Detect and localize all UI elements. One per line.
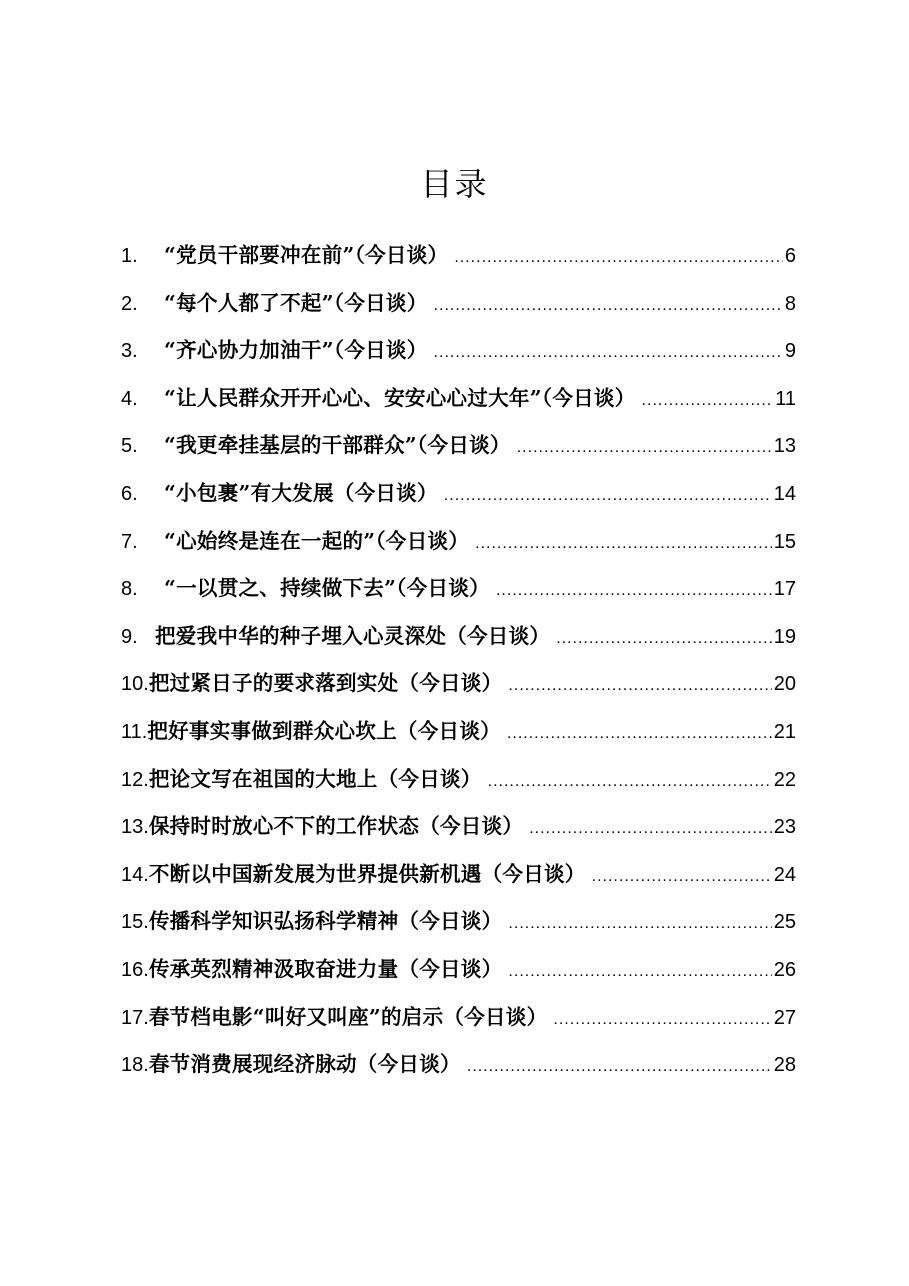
- toc-entry-number: 14.: [121, 863, 149, 886]
- toc-entry[interactable]: [121, 1041, 796, 1089]
- toc-entry[interactable]: [121, 756, 796, 804]
- toc-entry-page: 19: [773, 625, 796, 648]
- toc-entry[interactable]: [121, 613, 796, 661]
- page-title: 目录: [420, 165, 489, 203]
- toc-entry-title: “每个人都了不起”（今日谈）: [164, 290, 428, 315]
- toc-entry-page: 8: [784, 292, 796, 315]
- toc-entry-page: 27: [773, 1006, 796, 1029]
- toc-dot-leader: [517, 424, 772, 472]
- toc-dot-leader: [556, 615, 772, 663]
- toc-dot-leader: [496, 567, 772, 615]
- toc-entry[interactable]: [121, 518, 796, 566]
- toc-dot-leader: [553, 996, 771, 1044]
- toc-entry-title: 传承英烈精神汲取奋进力量（今日谈）: [148, 956, 503, 981]
- toc-entry-title: “我更牵挂基层的干部群众”（今日谈）: [164, 433, 511, 458]
- toc-entry-title: 把过紧日子的要求落到实处（今日谈）: [148, 671, 503, 696]
- toc-dot-leader: [454, 234, 783, 282]
- toc-entry-number: 4.: [121, 387, 138, 410]
- toc-dot-leader: [488, 758, 772, 806]
- toc-entry[interactable]: [121, 327, 796, 375]
- toc-entry-number: 2.: [121, 292, 138, 315]
- toc-entry-number: 3.: [121, 340, 138, 363]
- toc-entry-number: 13.: [121, 816, 149, 839]
- toc-entry[interactable]: [121, 232, 796, 280]
- toc-entry-title: 把好事实事做到群众心坎上（今日谈）: [147, 718, 501, 743]
- toc-entry-title: “小包裹”有大发展（今日谈）: [164, 480, 438, 505]
- toc-entry-title: 不断以中国新发展为世界提供新机遇（今日谈）: [148, 861, 586, 886]
- toc-dot-leader: [434, 329, 783, 377]
- toc-entry[interactable]: [121, 946, 796, 994]
- toc-entry-number: 10.: [121, 673, 149, 696]
- toc-entry[interactable]: [121, 803, 796, 851]
- toc-entry-page: 26: [773, 958, 796, 981]
- toc-entry-page: 11: [775, 387, 796, 410]
- toc-entry-title: “党员干部要冲在前”（今日谈）: [164, 243, 449, 267]
- toc-entry-number: 11.: [121, 720, 148, 743]
- toc-entry-number: 1.: [121, 245, 138, 267]
- toc-dot-leader: [508, 900, 771, 948]
- toc-entry-page: 21: [773, 720, 796, 743]
- toc-entry[interactable]: [121, 898, 796, 946]
- toc-entry-page: 14: [773, 482, 796, 505]
- toc-entry[interactable]: [121, 565, 796, 613]
- toc-entry-page: 28: [773, 1054, 796, 1077]
- toc-dot-leader: [507, 710, 772, 758]
- toc-entry-page: 13: [773, 435, 796, 458]
- toc-entry-title: 把论文写在祖国的大地上（今日谈）: [148, 766, 482, 791]
- toc-entry-number: 6.: [121, 482, 138, 505]
- toc-entry[interactable]: [121, 708, 796, 756]
- toc-dot-leader: [529, 805, 772, 853]
- toc-entry-number: 12.: [121, 768, 149, 791]
- toc-entry-number: 17.: [121, 1006, 149, 1029]
- toc-entry-title: “齐心协力加油干”（今日谈）: [164, 338, 428, 363]
- toc-entry-page: 25: [773, 911, 796, 934]
- toc-entry-page: 6: [784, 245, 796, 267]
- toc-entry-page: 22: [773, 768, 796, 791]
- toc-entry[interactable]: [121, 851, 796, 899]
- toc-entry-number: 18.: [121, 1054, 149, 1077]
- toc-dot-leader: [444, 472, 772, 520]
- toc-entry[interactable]: [121, 422, 796, 470]
- toc-dot-leader: [508, 948, 771, 996]
- toc-entry[interactable]: [121, 375, 796, 423]
- toc-entry-number: 8.: [121, 578, 138, 601]
- toc-entry[interactable]: [121, 660, 796, 708]
- toc-entry-title: 传播科学知识弘扬科学精神（今日谈）: [148, 909, 503, 934]
- toc-dot-leader: [508, 662, 771, 710]
- toc-dot-leader: [467, 1043, 772, 1091]
- toc-entry-title: “一以贯之、持续做下去”（今日谈）: [164, 576, 490, 601]
- toc-entry-title: 保持时时放心不下的工作状态（今日谈）: [148, 814, 524, 839]
- toc-entry-page: 20: [773, 673, 796, 696]
- toc-dot-leader: [642, 377, 774, 425]
- toc-list: [121, 232, 796, 1089]
- toc-entry-title: 春节消费展现经济脉动（今日谈）: [148, 1052, 461, 1077]
- toc-entry-title: 春节档电影“叫好又叫座”的启示（今日谈）: [148, 1004, 548, 1029]
- toc-entry-title: 把爱我中华的种子埋入心灵深处（今日谈）: [155, 623, 551, 648]
- toc-entry-title: “心始终是连在一起的”（今日谈）: [164, 528, 470, 553]
- toc-dot-leader: [434, 282, 783, 330]
- toc-entry[interactable]: [121, 470, 796, 518]
- toc-dot-leader: [475, 520, 772, 568]
- toc-entry-number: 16.: [121, 958, 149, 981]
- toc-entry-number: 15.: [121, 911, 149, 934]
- toc-entry-page: 24: [773, 863, 796, 886]
- toc-entry-number: 5.: [121, 435, 138, 458]
- toc-entry-title: “让人民群众开开心心、安安心心过大年”（今日谈）: [164, 385, 636, 410]
- toc-entry-page: 15: [773, 530, 796, 553]
- toc-entry[interactable]: [121, 994, 796, 1042]
- toc-entry-page: 9: [784, 340, 796, 363]
- toc-entry-page: 17: [773, 578, 796, 601]
- toc-entry-page: 23: [773, 816, 796, 839]
- toc-entry-number: 7.: [121, 530, 138, 553]
- toc-dot-leader: [592, 853, 772, 901]
- toc-entry[interactable]: [121, 280, 796, 328]
- toc-entry-number: 9.: [121, 625, 138, 648]
